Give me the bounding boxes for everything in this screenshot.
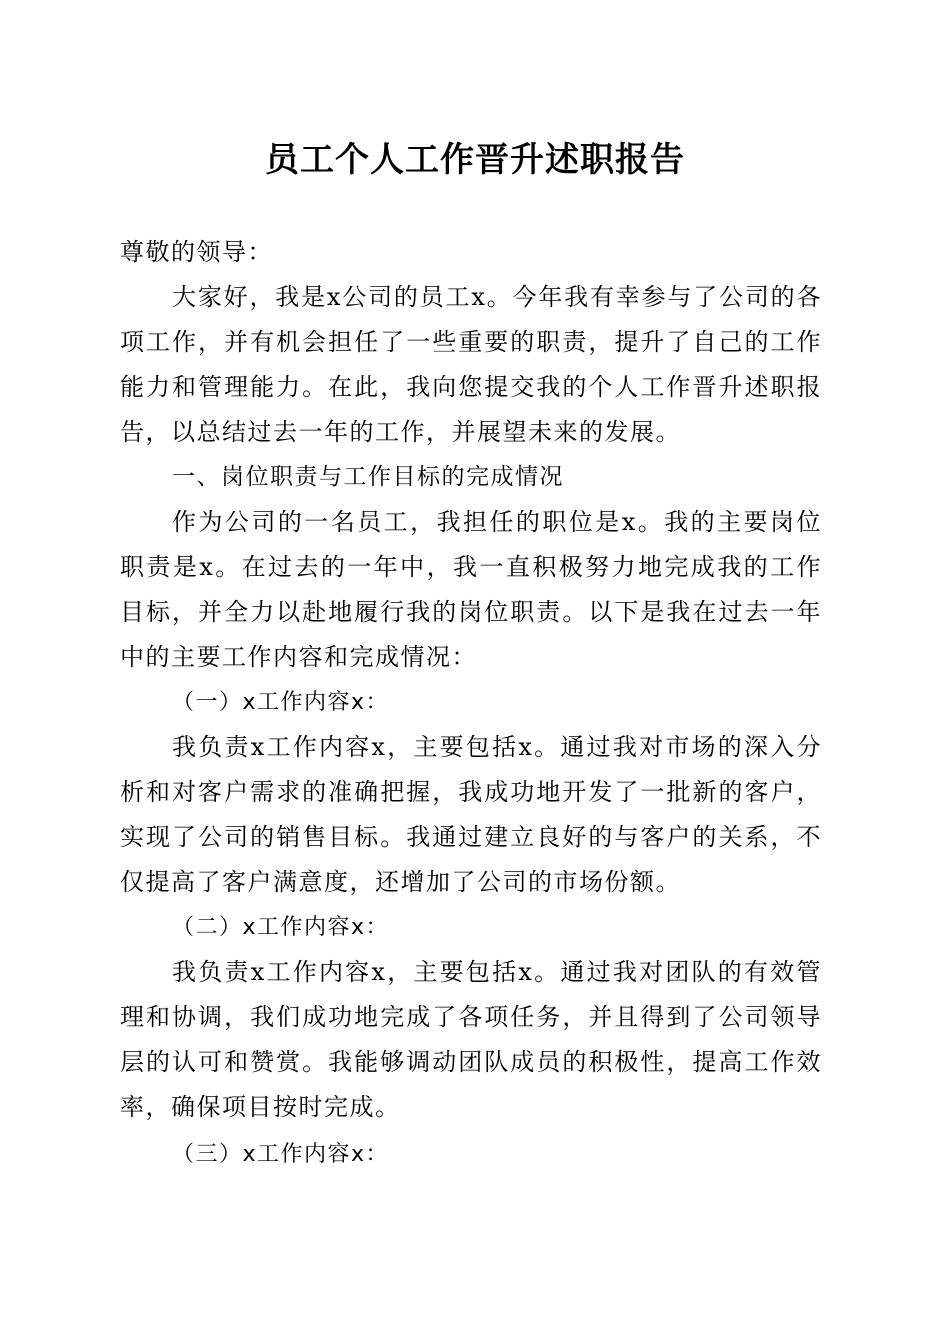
intro-paragraph: 大家好，我是x公司的员工x。今年我有幸参与了公司的各项工作，并有机会担任了一些重要的职责，提升了自己的工作能力和管理能力。在此，我向您提交我的个人工作晋升述职报告，以总结过去一年的工作，并展望未来的发展。	[120, 283, 822, 446]
subsection-1-paragraph: 我负责x工作内容x，主要包括x。通过我对市场的深入分析和对客户需求的准确把握，我成功地开发了一批新的客户，实现了公司的销售目标。我通过建立良好的与客户的关系，不仅提高了客户满意度，还增加了公司的市场份额。	[120, 733, 822, 896]
salutation: 尊敬的领导：	[120, 238, 273, 266]
subsection-heading-3: （三）x工作内容x：	[172, 1142, 390, 1167]
section-heading-1: 一、岗位职责与工作目标的完成情况	[172, 464, 564, 490]
subsection-heading-1: （一）x工作内容x：	[172, 690, 390, 715]
document-body	[120, 230, 822, 1177]
subsection-heading-2: （二）x工作内容x：	[172, 915, 390, 940]
subsection-2-paragraph: 我负责x工作内容x，主要包括x。通过我对团队的有效管理和协调，我们成功地完成了各项任务，并且得到了公司领导层的认可和赞赏。我能够调动团队成员的积极性，提高工作效率，确保项目按时完成。	[120, 958, 822, 1121]
section-1-paragraph: 作为公司的一名员工，我担任的职位是x。我的主要岗位职责是x。在过去的一年中，我一直积极努力地完成我的工作目标，并全力以赴地履行我的岗位职责。以下是我在过去一年中的主要工作内容和完成情况：	[120, 508, 822, 671]
document-title: 员工个人工作晋升述职报告	[265, 140, 685, 180]
